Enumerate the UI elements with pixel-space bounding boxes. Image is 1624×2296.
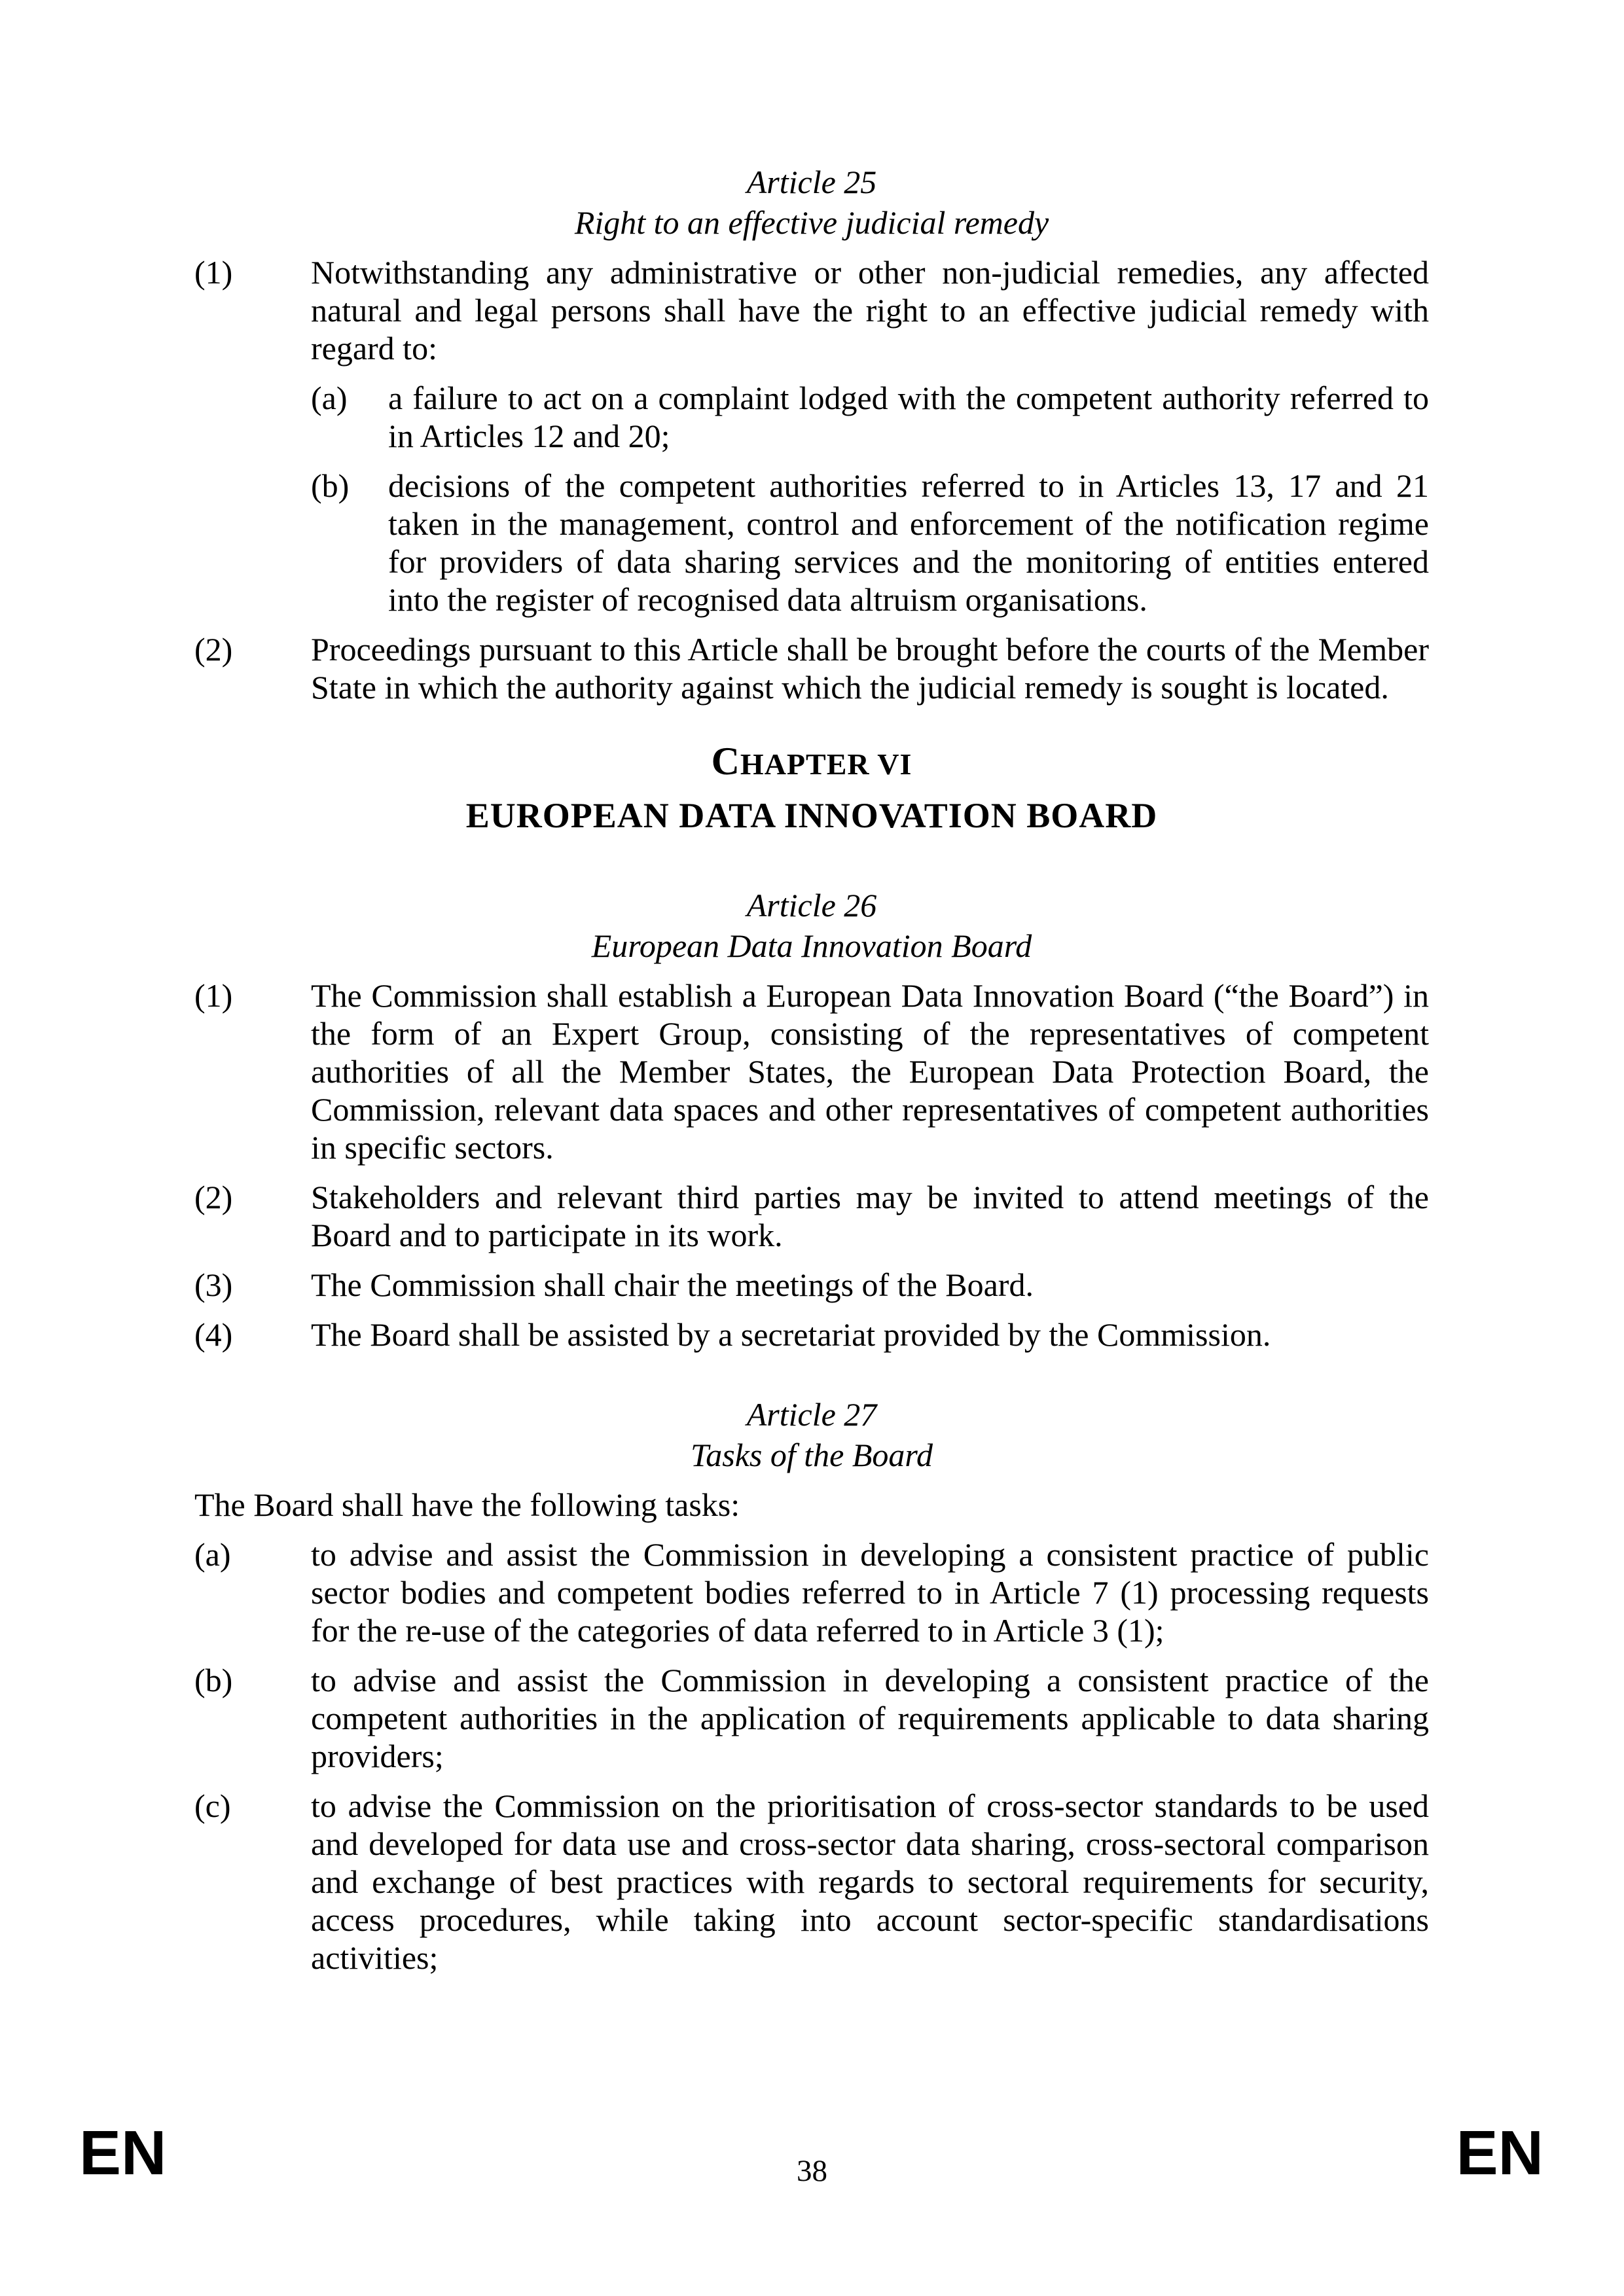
article-27-number: Article 27 (746, 1396, 877, 1433)
paragraph-text: Stakeholders and relevant third parties may be invited to attend meetings of the Board and to participate in its work. (311, 1179, 1429, 1253)
paragraph-text: The Board shall be assisted by a secretariat provided by the Commission. (311, 1316, 1271, 1353)
footer-language-right: EN (1456, 2118, 1543, 2188)
article-25-heading (194, 162, 1429, 243)
paragraph-number: (3) (194, 1266, 233, 1303)
paragraph-text: The Commission shall establish a European Data Innovation Board (“the Board”) in the form of an Expert Group, consisting of the representatives of competent authorities of all the Member States, the European Data Protection Board, the Commission, relevant data spaces and other representatives of competent authorities in specific sectors. (311, 977, 1429, 1166)
article-27-heading (194, 1394, 1429, 1475)
point-text: to advise the Commission on the prioritisation of cross-sector standards to be used and developed for data use and cross-sector data sharing, cross-sectoral comparison and exchange of best practices with regards to sectoral requirements for security, access procedures, while taking into account sector-specific standardisations activities; (311, 1787, 1429, 1976)
article-26-paragraph-4 (194, 1316, 1429, 1354)
article-25-point-a (194, 379, 1429, 455)
article-27-point-a (194, 1535, 1429, 1649)
chapter-number-rest: HAPTER VI (740, 747, 912, 781)
point-letter: (b) (194, 1662, 233, 1698)
article-26-paragraph-2 (194, 1178, 1429, 1254)
point-text: a failure to act on a complaint lodged with the competent authority referred to in Articles 12 and 20; (388, 380, 1429, 454)
article-25-paragraph-1 (194, 253, 1429, 367)
article-25-paragraph-2 (194, 630, 1429, 706)
article-27-point-b (194, 1661, 1429, 1775)
point-letter: (a) (311, 380, 348, 416)
footer-language-left: EN (79, 2118, 167, 2188)
article-26-paragraph-3 (194, 1266, 1429, 1304)
paragraph-number: (2) (194, 1179, 233, 1215)
paragraph-number: (1) (194, 977, 233, 1014)
article-26-heading (194, 885, 1429, 966)
paragraph-text: Proceedings pursuant to this Article shall be brought before the courts of the Member State in which the authority against which the judicial remedy is sought is located. (311, 631, 1429, 706)
chapter-number-initial: C (711, 740, 740, 783)
paragraph-text: Notwithstanding any administrative or other non-judicial remedies, any affected natural and legal persons shall have the right to an effective judicial remedy with regard to: (311, 254, 1429, 367)
article-26-paragraph-1 (194, 977, 1429, 1166)
point-letter: (c) (194, 1787, 231, 1824)
chapter-6-title: EUROPEAN DATA INNOVATION BOARD (465, 796, 1158, 835)
article-27-intro: The Board shall have the following tasks: (194, 1486, 740, 1523)
article-26-title: European Data Innovation Board (591, 927, 1032, 964)
point-letter: (b) (311, 467, 350, 504)
article-25-point-b (194, 467, 1429, 619)
document-body (194, 162, 1429, 1988)
article-27-title: Tasks of the Board (691, 1437, 933, 1473)
point-text: to advise and assist the Commission in developing a consistent practice of the competent authorities in the application of requirements applicable to data sharing providers; (311, 1662, 1429, 1774)
chapter-6-number (194, 738, 1429, 787)
point-letter: (a) (194, 1536, 231, 1573)
paragraph-number: (1) (194, 254, 233, 291)
article-26-number: Article 26 (746, 887, 877, 924)
paragraph-number: (2) (194, 631, 233, 668)
paragraph-text: The Commission shall chair the meetings of the Board. (311, 1266, 1034, 1303)
article-25-number: Article 25 (746, 164, 877, 200)
article-27-point-c (194, 1787, 1429, 1977)
point-text: to advise and assist the Commission in developing a consistent practice of public sector bodies and competent bodies referred to in Article 7 (1) processing requests for the re-use of the categories of data referred to in Article 3 (1); (311, 1536, 1429, 1649)
paragraph-number: (4) (194, 1316, 233, 1353)
article-25-title: Right to an effective judicial remedy (574, 204, 1049, 241)
footer-page-number: 38 (797, 2154, 827, 2188)
point-text: decisions of the competent authorities referred to in Articles 13, 17 and 21 taken in the management, control and enforcement of the notification regime for providers of data sharing services and the monitoring of entities entered into the register of recognised data altruism organisations. (388, 467, 1429, 618)
